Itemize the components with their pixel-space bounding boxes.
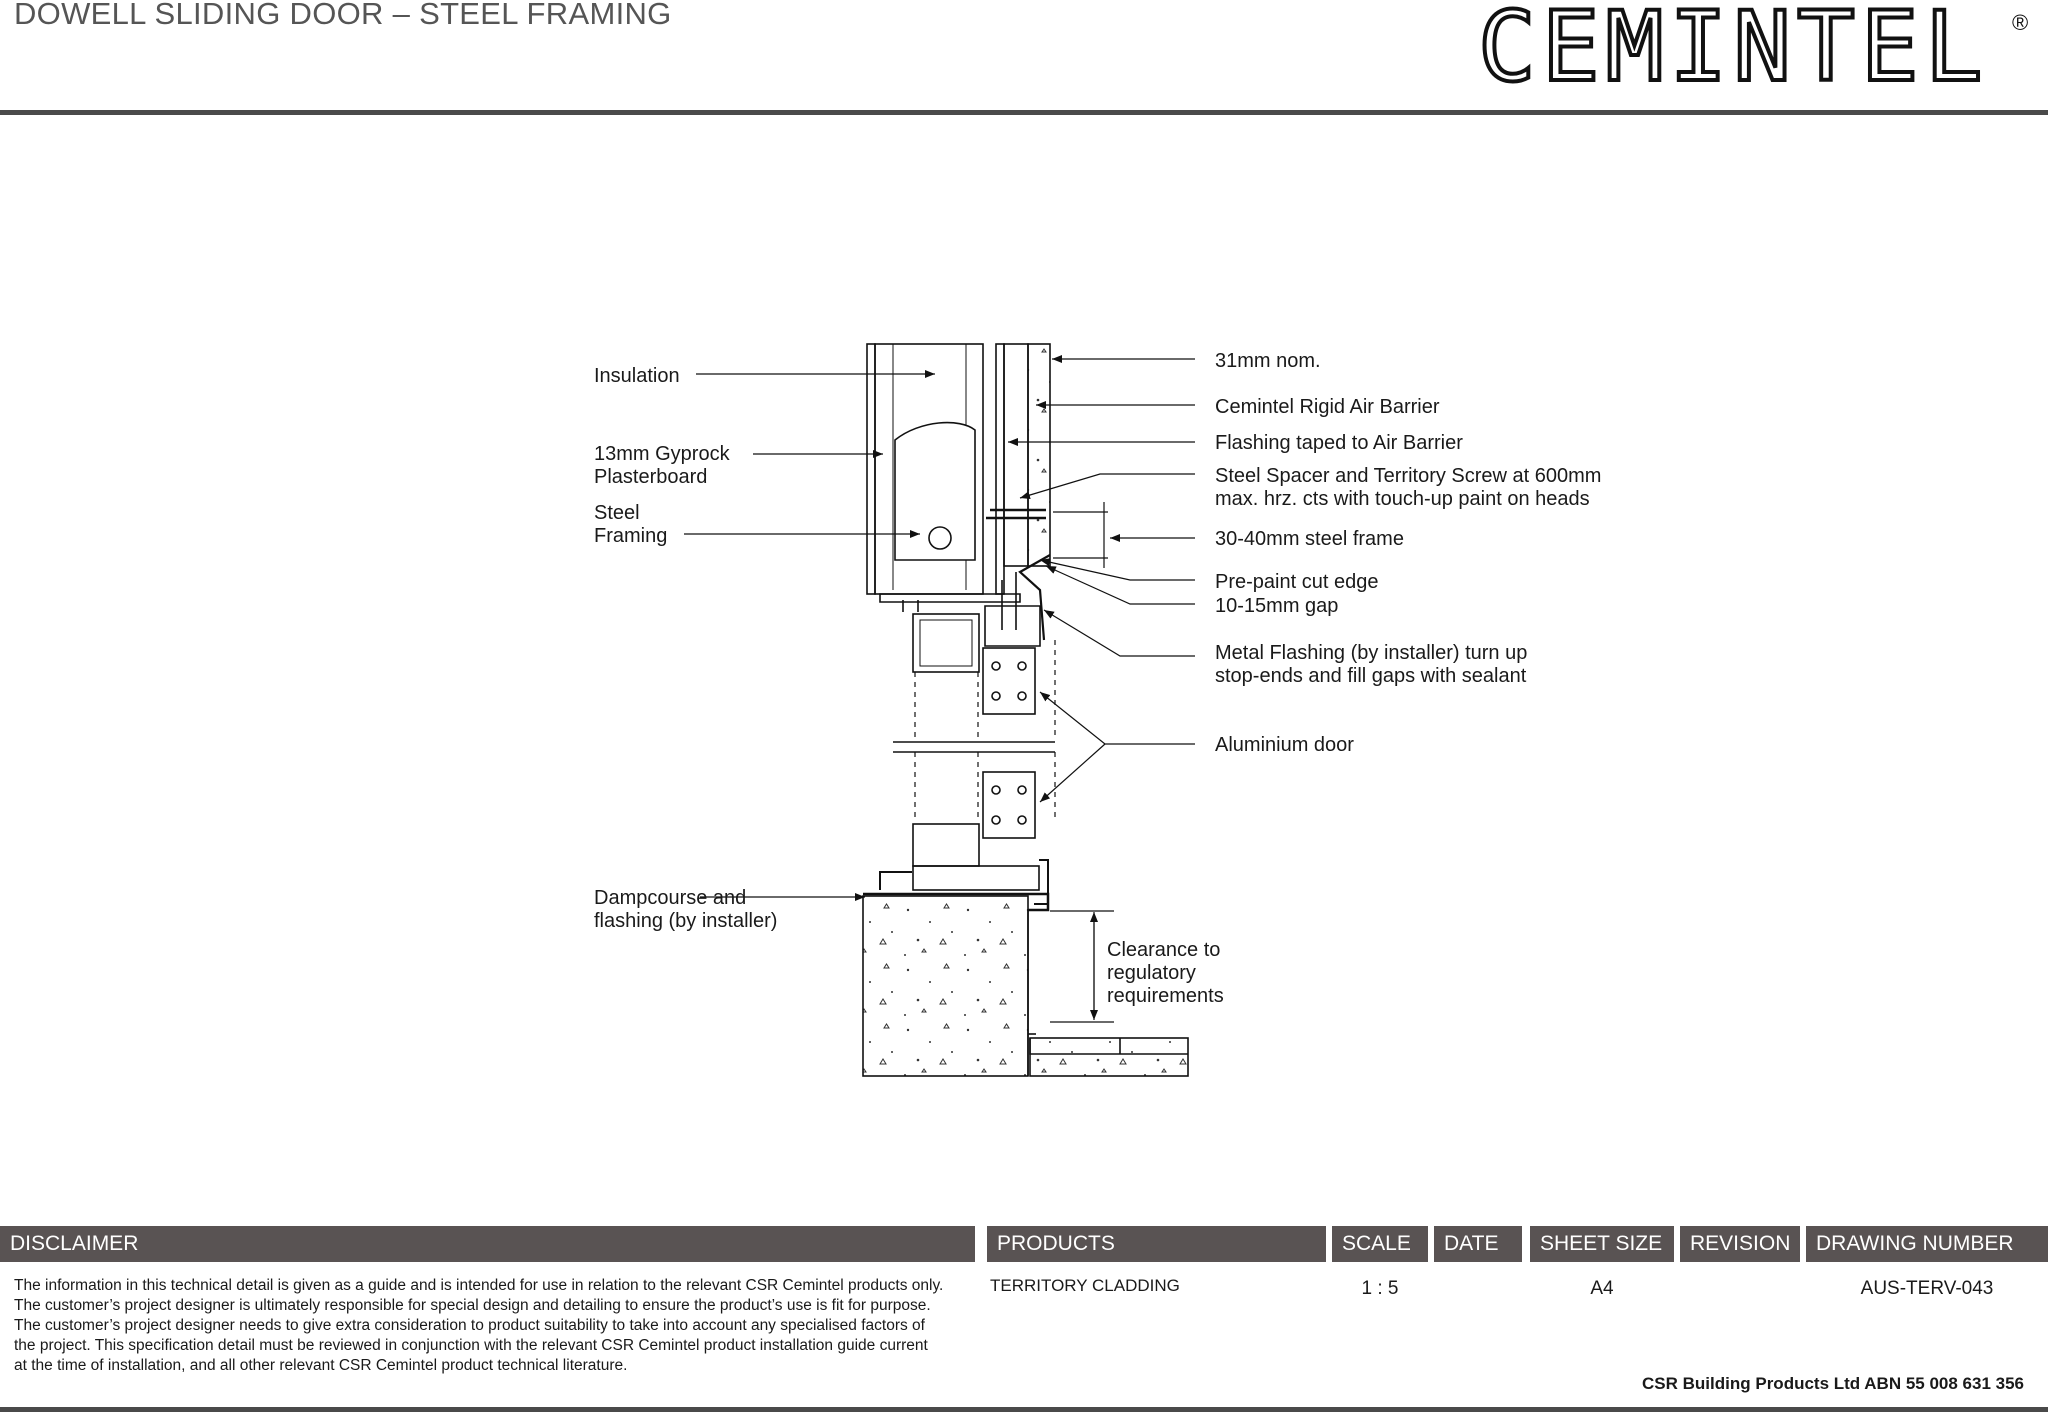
territory-panel bbox=[1004, 344, 1028, 566]
registered-mark: ® bbox=[2012, 10, 2029, 35]
door-head-frame bbox=[913, 614, 979, 672]
logo-text: CEMINTEL bbox=[1478, 4, 1989, 94]
sheet-size-header: SHEET SIZE bbox=[1530, 1226, 1674, 1262]
metal-flashing bbox=[1020, 555, 1050, 640]
break-line bbox=[893, 742, 1055, 752]
drawing-number-value: AUS-TERV-043 bbox=[1860, 1278, 1994, 1299]
label-gap: 10-15mm gap bbox=[1215, 595, 1339, 617]
aluminium-door bbox=[880, 606, 1055, 904]
disclaimer-header: DISCLAIMER bbox=[0, 1226, 975, 1262]
products-header: PRODUCTS bbox=[987, 1226, 1326, 1262]
disclaimer-text: The information in this technical detail is given as a guide and is intended for use in relation to the relevant CSR Cemintel products only. The customer’s project designer is ultimately responsible for special design and detailing to ensure the product’s use is fit for purpose. The customer’s project designer needs to give extra consideration to product suitability to take into account any specialised factors of the project. This specification detail must be reviewed in conjunction with the relevant CSR Cemintel product installation guide current at the time of installation, and all other relevant CSR Cemintel product technical literature. bbox=[14, 1277, 944, 1374]
label-clear-1: Clearance to bbox=[1107, 939, 1221, 961]
air-barrier bbox=[1028, 344, 1050, 566]
label-prepaint: Pre-paint cut edge bbox=[1215, 571, 1379, 593]
scale-value: 1 : 5 bbox=[1361, 1278, 1399, 1299]
label-clear-3: requirements bbox=[1107, 985, 1224, 1007]
label-steel-2: Framing bbox=[594, 525, 668, 547]
scale-header: SCALE bbox=[1332, 1226, 1428, 1262]
plasterboard bbox=[867, 344, 875, 594]
label-gyprock-2: Plasterboard bbox=[594, 466, 708, 488]
label-air-barrier: Cemintel Rigid Air Barrier bbox=[1215, 396, 1440, 418]
date-header: DATE bbox=[1434, 1226, 1522, 1262]
door-sash-bottom bbox=[983, 772, 1035, 838]
abn: CSR Building Products Ltd ABN 55 008 631 356 bbox=[1642, 1374, 2024, 1393]
label-metal-flash-1: Metal Flashing (by installer) turn up bbox=[1215, 642, 1528, 664]
sheet-size-value: A4 bbox=[1590, 1278, 1614, 1299]
paving bbox=[1030, 1038, 1188, 1076]
service-hole bbox=[929, 527, 951, 549]
wall-section bbox=[867, 344, 1050, 640]
revision-header: REVISION bbox=[1680, 1226, 1800, 1262]
label-damp-2: flashing (by installer) bbox=[594, 910, 778, 932]
label-flashing-taped: Flashing taped to Air Barrier bbox=[1215, 432, 1463, 454]
label-damp-1: Dampcourse and bbox=[594, 887, 747, 909]
footer-rule bbox=[0, 1407, 2048, 1412]
label-spacer-2: max. hrz. cts with touch-up paint on heads bbox=[1215, 488, 1590, 510]
drawing-number-header: DRAWING NUMBER bbox=[1806, 1226, 2048, 1262]
label-insulation: Insulation bbox=[594, 365, 680, 387]
label-alu-door: Aluminium door bbox=[1215, 734, 1354, 756]
label-clear-2: regulatory bbox=[1107, 962, 1196, 984]
concrete-slab bbox=[863, 896, 1028, 1076]
label-steel-frame: 30-40mm steel frame bbox=[1215, 528, 1404, 550]
label-spacer-1: Steel Spacer and Territory Screw at 600mm bbox=[1215, 465, 1602, 487]
products-value: TERRITORY CLADDING bbox=[990, 1276, 1180, 1295]
drawing-title: DOWELL SLIDING DOOR – STEEL FRAMING bbox=[14, 0, 672, 31]
label-steel-1: Steel bbox=[594, 502, 640, 524]
steel-batten bbox=[996, 344, 1004, 594]
label-gyprock-1: 13mm Gyprock bbox=[594, 443, 730, 465]
door-sill-frame bbox=[913, 824, 979, 866]
label-metal-flash-2: stop-ends and fill gaps with sealant bbox=[1215, 665, 1527, 687]
label-nom: 31mm nom. bbox=[1215, 350, 1321, 372]
door-sill bbox=[913, 866, 1039, 890]
door-sash-top bbox=[983, 648, 1035, 714]
